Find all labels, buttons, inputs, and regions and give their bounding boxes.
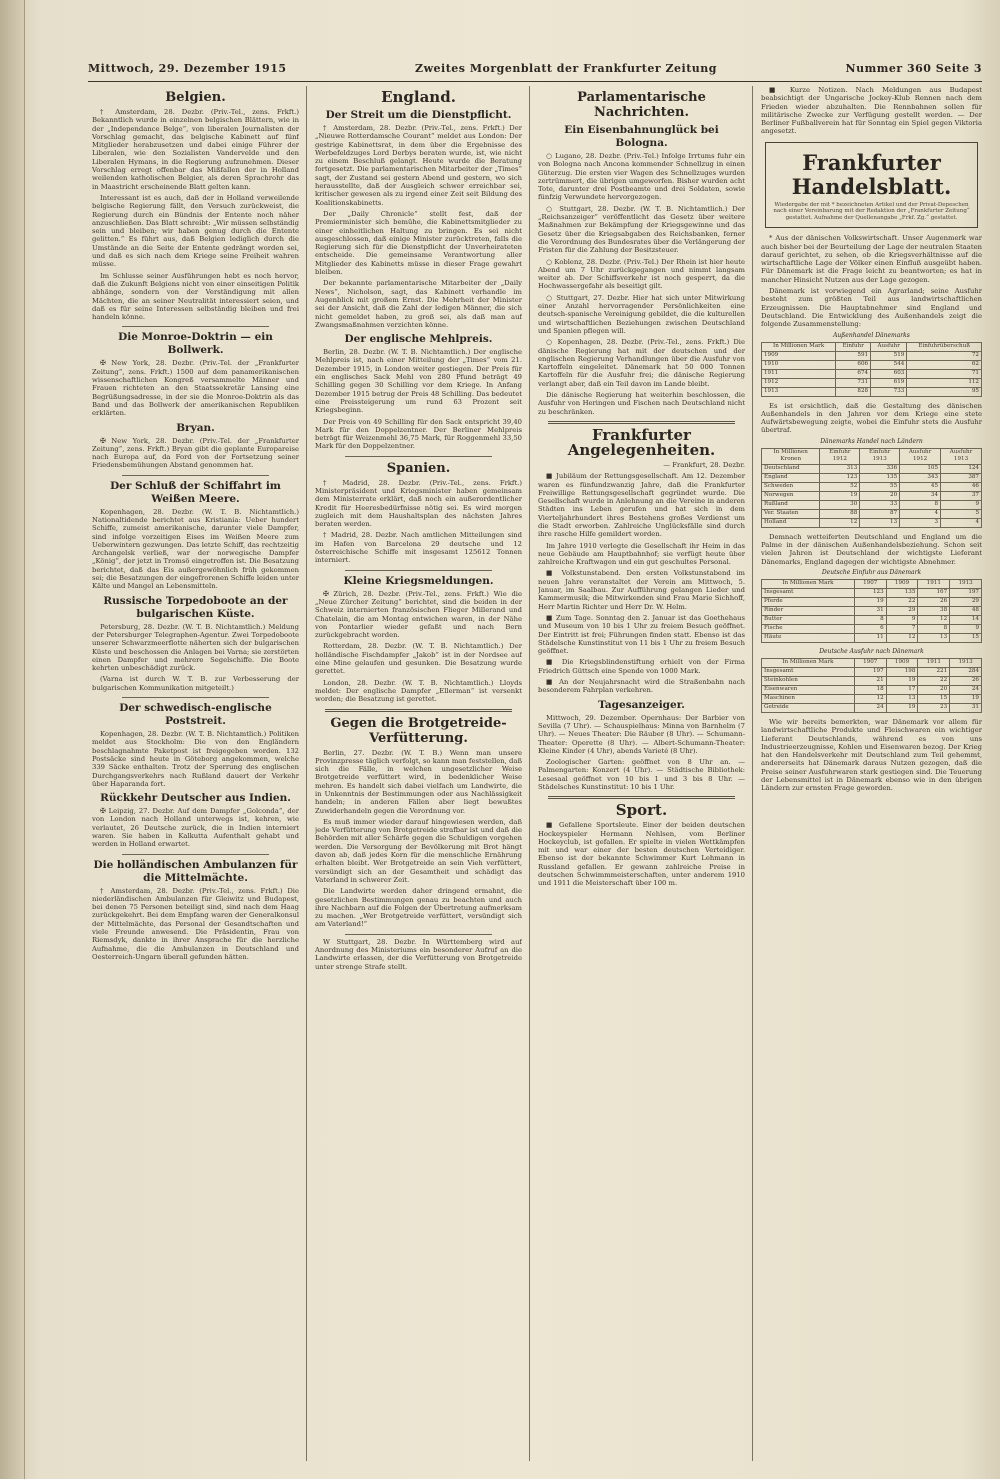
article-paragraph: † Madrid, 28. Dezbr. Nach amtlichen Mitteilungen sind im Hafen von Barcelona 29 deutsche und 12 österreichische Schiffe mit insgesamt 125612 Tonnen interniert. (315, 531, 522, 565)
table-header-cell: In Millionen Mark (762, 579, 855, 588)
table-cell: Häute (762, 633, 855, 642)
table-cell: 733 (871, 387, 907, 396)
table-caption: Deutsche Ausfuhr nach Dänemark (819, 647, 924, 655)
table-cell: 88 (820, 509, 860, 518)
table-cell: Pferde (762, 597, 855, 606)
table-cell: 26 (950, 676, 982, 685)
table-cell: Fische (762, 624, 855, 633)
dateline: — Frankfurt, 28. Dezbr. (663, 460, 745, 469)
table-cell: 123 (820, 473, 860, 482)
table-cell: 24 (854, 703, 886, 712)
table-cell: Rußland (762, 500, 820, 509)
column-2 (315, 86, 522, 1461)
article-heading: Die holländischen Ambulanzen für die Mittelmächte. (93, 858, 298, 884)
table-cell: 33 (860, 500, 900, 509)
table-cell: 674 (836, 369, 871, 378)
table-row (762, 491, 982, 500)
table-cell: Steinkohlen (762, 676, 855, 685)
table-cell: 1913 (762, 387, 836, 396)
table-cell: 123 (854, 588, 886, 597)
table-cell: 15 (918, 694, 950, 703)
handelsblatt-masthead (765, 142, 978, 229)
table-header-cell: 1911 (918, 579, 950, 588)
table-cell: 135 (860, 473, 900, 482)
table-cell: 105 (900, 464, 941, 473)
table-cell: 6 (854, 624, 886, 633)
table-cell: 1910 (762, 360, 836, 369)
column-4 (761, 86, 982, 1461)
table-cell: 731 (836, 378, 871, 387)
table-header-cell: 1913 (950, 579, 982, 588)
table-cell: 31 (854, 606, 886, 615)
table-cell: 13 (918, 633, 950, 642)
article-title: Belgien. (165, 90, 226, 105)
article-paragraph: † Madrid, 28. Dezbr. (Priv.-Tel., zens. Frkft.) Ministerpräsident und Kriegsminister haben gemeinsam dem Ministerrate erklärt, daß noch ein außerordentlicher Kredit für Heeresbedürfnisse nötig sei. Es wird morgen zugleich mit dem Haushaltsplan des nächsten Jahres beraten werden. (315, 478, 522, 529)
table-cell: 387 (941, 473, 982, 482)
table-cell: 336 (860, 464, 900, 473)
table-row (762, 378, 982, 387)
table-cell: 34 (900, 491, 941, 500)
column-rule (529, 86, 530, 1461)
article-paragraph: † Amsterdam, 28. Dezbr. (Priv.-Tel., zens. Frkft.) Der „Nieuwe Rotterdamsche Courant“ meldet aus London: Der gestrige Kabinettsrat, in dem über die Ergebnisse des Werbefeldzuges Lord Derbys beraten wurde, ist, wie nicht zu einem Beschluß gelangt. Heute wurde die Beratung fortgesetzt. Die parlamentarischen Mitarbeiter der „Times“ sagt, der Zustand sei gestern Abend und gestern, wo sich herausstellte, daß der Ausgleich schwer erreichbar sei, kritischer gewesen als zu irgend einer Zeit seit Bildung des Koalitionskabinetts. (315, 124, 522, 207)
article-paragraph: ○ Stuttgart, 27. Dezbr. Hier hat sich unter Mitwirkung einer Anzahl hervorragender Persönlichkeiten eine deutsch-spanische Vereinigung gebildet, die die kulturellen und wirtschaftlichen Beziehungen zwischen Deutschland und Spanien pflegen will. (538, 293, 745, 335)
table-cell: 24 (950, 685, 982, 694)
header-number: Nummer 360 Seite 3 (845, 61, 982, 75)
table-cell: 8 (900, 500, 941, 509)
table-cell: 71 (907, 369, 982, 378)
table-cell: 20 (860, 491, 900, 500)
divider (325, 709, 512, 712)
article-heading: Der schwedisch-englische Poststreit. (119, 702, 272, 728)
table-cell: Insgesamt (762, 588, 855, 597)
table-row (762, 676, 982, 685)
table-header-cell: 1907 (854, 579, 886, 588)
table-cell: 62 (907, 360, 982, 369)
article-paragraph: ✠ Leipzig, 27. Dezbr. Auf dem Dampfer „Golconda“, der von London nach Holland unterwegs ist, kehren, wie verlautet, 26 Deutsche zurück, die in Indien interniert waren. Sie haben in Kalkutta Aufenthalt gehabt und werden in Holland erwartet. (92, 807, 299, 849)
article-paragraph: ■ Volkstunstabend. Den ersten Volkstunstabend im neuen Jahre veranstaltet der Verein am Mittwoch, 5. Januar, im Saalbau. Zur Aufführung gelangen Lieder und Kammermusik; die Mitwirkenden sind Frau Marie Sichhoff, Herr Martin Richter und Herr Dr. W. Helm. (538, 569, 745, 611)
table-cell: 22 (886, 597, 918, 606)
article-paragraph: Kopenhagen, 28. Dezbr. (W. T. B. Nichtamtlich.) Politiken meldet aus Stockholm: Die von den Engländern beschlagnahmte Paketpost ist freigegeben worden. 132 Postsäcke sind heute in Göteborg angekommen, welche 339 Säcke enthalten. Trotz der Sperrung des englischen Durchgangsverkehrs nach Rußland dauert der Verkehr über Haparanda fort. (92, 730, 299, 788)
table-cell: 167 (918, 588, 950, 597)
divider (122, 697, 269, 698)
table-header-row (762, 579, 982, 588)
article-paragraph: Dänemark ist vorwiegend ein Agrarland; seine Ausfuhr besteht zum größten Teil aus landwirtschaftlichen Erzeugnissen. Die Hauptabnehmer sind England und Deutschland. Die Entwicklung des Außenhandels zeigt die folgende Zusammenstellung: (761, 287, 982, 329)
article-paragraph: Interessant ist es auch, daß der in Holland verweilende belgische Regierung fällt, den Versuch zurückweist, die Regierung durch ein Bündnis der Entente noch näher anzuschließen. Das Blatt schreibt: „Wir müssen selbständig sein und bleiben; wir haben genug durch die Entente gelitten.“ Es führt aus, daß Belgien lediglich durch die Umstände an die Seite der Entente gedrängt worden sei, und daß es sich nach dem Kriege seine Freiheit wahren müsse. (92, 193, 299, 269)
table-header-cell: Ausfuhr 1912 (900, 448, 941, 464)
table-cell: 135 (886, 588, 918, 597)
table-cell: 284 (950, 667, 982, 676)
table-cell: 22 (918, 676, 950, 685)
article-heading: Bryan. (176, 421, 215, 434)
table-header-cell: 1907 (854, 658, 886, 667)
article-heading: Der Streit um die Dienstpflicht. (325, 109, 512, 121)
article-heading: Russische Torpedoboote an der bulgarischen Küste. (103, 594, 288, 620)
article-paragraph: ○ Kopenhagen, 28. Dezbr. (Priv.-Tel., zens. Frkft.) Die dänische Regierung hat mit der deutschen und der englischen Regierung Verhandlungen über die Ausfuhr von Kartoffeln eingeleitet. Dänemark hat 50 000 Tonnen Kartoffeln für die Ausfuhr frei; die dänische Regierung verlangt aber, daß ein Teil davon im Lande bleibt. (538, 338, 745, 388)
table-cell: 19 (950, 694, 982, 703)
table-header-cell: 1913 (950, 658, 982, 667)
divider (122, 326, 269, 327)
table-cell: 197 (854, 667, 886, 676)
article-paragraph: ○ Koblenz, 28. Dezbr. (Priv.-Tel.) Der Rhein ist hier heute Abend um 7 Uhr zurückgegangen und nimmt langsam weiter ab. Der Schiffsverkehr ist noch gesperrt, da die Hochwassergefahr als beseitigt gilt. (538, 257, 745, 291)
divider (548, 421, 735, 424)
table-cell: 29 (950, 597, 982, 606)
table-cell: 7 (886, 624, 918, 633)
article-paragraph: ✠ Zürich, 28. Dezbr. (Priv.-Tel., zens. Frkft.) Wie die „Neue Zürcher Zeitung“ berichtet, sind die beiden in der Schweiz internierten französischen Flieger Millerand und Chatelain, die am Montag entwichen waren, in der Nähe von Pontarlier wieder gefaßt und nach Bern zurückgebracht worden. (315, 589, 522, 640)
table-row (762, 606, 982, 615)
column-rule (752, 86, 753, 1461)
table-cell: 20 (918, 685, 950, 694)
divider (345, 570, 492, 571)
table-row (762, 588, 982, 597)
table-cell: 45 (900, 482, 941, 491)
table-cell: 12 (854, 694, 886, 703)
table-cell: 112 (907, 378, 982, 387)
article-paragraph: Petersburg, 28. Dezbr. (W. T. B. Nichtamtlich.) Meldung der Petersburger Telegraphen-Agentur. Zwei Torpedoboote unserer Schwarzmeerflotte näherten sich der bulgarischen Küste und beschossen die Anlagen bei Varna; sie zerstörten einen Dampfer und mehrere Segelschiffe. Die Boote kehrten unbeschädigt zurück. (92, 622, 299, 673)
table-cell: 95 (907, 387, 982, 396)
table-cell: 9 (886, 615, 918, 624)
table-cell: 12 (886, 633, 918, 642)
table-header-cell: Ausfuhr 1913 (941, 448, 982, 464)
article-title: Frankfurter Angelegenheiten. (567, 425, 716, 459)
table-cell: 12 (918, 615, 950, 624)
article-paragraph: Es muß immer wieder darauf hingewiesen werden, daß jede Verfütterung von Brotgetreide strafbar ist und daß die Behörden mit aller Schärfe gegen die Schuldigen vorgehen werden. Die Versorgung der Bevölkerung mit Brot hängt davon ab, daß jedes Korn für die menschliche Ernährung erhalten bleibt. Wer Brotgetreide an sein Vieh verfüttert, versündigt sich an der Gesamtheit und schädigt das Vaterland in schwerer Zeit. (315, 817, 522, 884)
article-paragraph: Der Preis von 49 Schilling für den Sack entspricht 39,40 Mark für den Doppelzentner. Der Berliner Mehlpreis beträgt für Weizenmehl 36,75 Mark, für Roggenmehl 33,50 Mark für den Doppelzentner. (315, 417, 522, 451)
article-title: England. (381, 88, 456, 106)
table-cell: 606 (836, 360, 871, 369)
table-cell: 591 (836, 351, 871, 360)
article-paragraph: ○ Lugano, 28. Dezbr. (Priv.-Tel.) Infolge Irrtums fuhr ein von Bologna nach Ancona kommender Schnellzug in einen Güterzug. Die ersten vier Wagen des Schnellzuges wurden zertrümmert, die übrigen umgeworfen. Bisher wurden acht Tote, darunter drei Postbeamte und drei Soldaten, sowie fünfzig Verwundete hervorgezogen. (538, 152, 745, 202)
data-table (761, 579, 982, 643)
article-paragraph: Demnach wetteiferten Deutschland und England um die Palme in der dänischen Außenhandelsbeziehung. Schon seit vielen Jahren ist Deutschland der wichtigste Lieferant Dänemarks, England dagegen der wichtigste Abnehmer. (761, 532, 982, 566)
article-paragraph: Es ist ersichtlich, daß die Gestaltung des dänischen Außenhandels in den Jahren vor dem Kriege eine stete Aufwärtsbewegung zeigte, wobei die Einfuhr stets die Ausfuhr übertraf. (761, 401, 982, 435)
table-cell: 828 (836, 387, 871, 396)
table-row (762, 509, 982, 518)
table-cell: Ver. Staaten (762, 509, 820, 518)
table-row (762, 482, 982, 491)
article-paragraph: ■ Zum Tage. Sonntag den 2. Januar ist das Goethehaus und Museum von 10 bis 1 Uhr zu freiem Besuch geöffnet. Der Eintritt ist frei; Führungen finden statt. Ebenso ist das Städelsche Kunstinstitut von 11 bis 1 Uhr zu freiem Besuch geöffnet. (538, 613, 745, 656)
article-paragraph: (Varna ist durch W. T. B. zur Verbesserung der bulgarischen Kommunikation mitgeteilt.) (92, 675, 299, 692)
article-title: Gegen die Brotgetreide-Verfütterung. (330, 715, 507, 746)
table-cell: 14 (950, 615, 982, 624)
article-paragraph: Zoologischer Garten: geöffnet von 8 Uhr an. — Palmengarten: Konzert (4 Uhr). — Städtische Bibliothek: Lesesaal geöffnet von 10 bis 1 und 3 bis 8 Uhr. — Städelsches Kunstinstitut: 10 bis 1 Uhr. (538, 758, 745, 791)
data-table (761, 448, 982, 528)
table-cell: 46 (941, 482, 982, 491)
table-cell: Rinder (762, 606, 855, 615)
table-header-cell: 1909 (886, 579, 918, 588)
article-paragraph: † Amsterdam, 28. Dezbr. (Priv.-Tel., zens. Frkft.) Bekanntlich wurde in einzelnen belgischen Blättern, wie in der „Independance Belge“, von liberalen Journalisten der Vorschlag gemacht, das belgische Kabinett auf fünf Mitglieder herabzusetzen und dabei einige Führer der Liberalen, wie den Sozialisten Vandervelde und den Liberalen Hymans, in die Regierung aufzunehmen. Dieser Vorschlag erregt offenbar das Mißfallen der in Holland weilenden katholischen Belgier, als deren Sprachrohr das in Maastricht erscheinende Blatt gelten kann. (92, 108, 299, 191)
article-paragraph: Wie wir bereits bemerkten, war Dänemark vor allem für landwirtschaftliche Produkte und Fleischwaren ein wichtiger Lieferant Deutschlands, während es von uns Industrieerzeugnisse, Kohlen und Eisenwaren bezog. Der Krieg hat den Handelsverkehr mit Deutschland zum Teil gehemmt, andererseits hat Dänemark daraus Nutzen gezogen, daß die Preise seiner Ausfuhrwaren stark gestiegen sind. Die Teuerung der Lebensmittel ist in Dänemark ebenso wie in den übrigen Ländern zur ernsten Frage geworden. (761, 717, 982, 793)
article-paragraph: ○ Stuttgart, 28. Dezbr. (W. T. B. Nichtamtlich.) Der „Reichsanzeiger“ veröffentlicht das Gesetz über weitere Maßnahmen zur Bekämpfung der Kriegsgewinne und das Gesetz über die Kriegsabgaben des Reichsbanken, ferner die Verordnung des Bundesrates über die Verlängerung der Fristen für die Zahlung der Besitzsteuer. (538, 204, 745, 255)
table-header-row (762, 658, 982, 667)
table-cell: 4 (900, 509, 941, 518)
article-title: Parlamentarische Nachrichten. (577, 90, 706, 120)
table-header-row (762, 448, 982, 464)
article-paragraph: Kopenhagen, 28. Dezbr. (W. T. B. Nichtamtlich.) Nationaltidende berichtet aus Kristiania: Ueber hundert Schiffe, zumeist amerikanische, darunter viele Dampfer, sind infolge vorzeitigen Eises im Weißen Meere zum Ueberwintern gezwungen. Das letzte Schiff, das rechtzeitig Archangelsk verließ, war der norwegische Dampfer „König“, der jetzt in Tromsö eingetroffen ist. Die Besatzung berichtet, daß das Eis außergewöhnlich früh gekommen sei; die Besatzungen der eingefrorenen Schiffe leiden unter Kälte und Mangel an Lebensmitteln. (92, 507, 299, 591)
table-cell: Butter (762, 615, 855, 624)
table-cell: 19 (886, 676, 918, 685)
table-cell: 72 (907, 351, 982, 360)
table-cell: 17 (886, 685, 918, 694)
table-cell: 19 (886, 703, 918, 712)
article-paragraph: Rotterdam, 28. Dezbr. (W. T. B. Nichtamtlich.) Der holländische Fischdampfer „Jakob“ ist in der Nordsee auf eine Mine gelaufen und gesunken. Die Besatzung wurde gerettet. (315, 642, 522, 676)
table-row (762, 597, 982, 606)
article-paragraph: ■ Kurze Notizen. Nach Meldungen aus Budapest beabsichtigt der Ungarische Jockey-Klub Rennen nach dem Frieden wieder abzuhalten. Die Rennbahnen sollen für militärische Zwecke zur Verfügung gestellt werden. — Der Berliner Fußballverein hat für Sonntag ein Spiel gegen Viktoria angesetzt. (761, 86, 982, 136)
article-heading: Tagesanzeiger. (598, 698, 685, 711)
table-header-cell: 1911 (918, 658, 950, 667)
table-header-cell: Einfuhrüberschuß (907, 342, 982, 351)
table-cell: 13 (860, 518, 900, 527)
table-cell: 26 (918, 597, 950, 606)
table-cell: 8 (854, 615, 886, 624)
article-paragraph: Berlin, 28. Dezbr. (W. T. B. Nichtamtlich.) Der englische Mehlpreis ist, nach einer Mitteilung der „Times“ vom 21. Dezember 1915, in London weiter gestiegen. Der Preis für ein englisches Sack Mehl von 280 Pfund beträgt 49 Schilling gegen 30 Schilling vor dem Kriege. In Anfang Dezember 1915 betrug der Preis 48 Schilling. Das bedeutet eine Preissteigerung um rund 63 Prozent seit Kriegsbeginn. (315, 348, 522, 415)
table-row (762, 351, 982, 360)
table-cell: 9 (950, 624, 982, 633)
table-caption: Deutsche Einfuhr aus Dänemark (821, 568, 922, 576)
article-paragraph: Mittwoch, 29. Dezember. Opernhaus: Der Barbier von Sevilla (7 Uhr). — Schauspielhaus: Minna von Barnhelm (7 Uhr). — Neues Theater: Die Räuber (8 Uhr). — Schumann-Theater: Operette (8 Uhr). — Albert-Schumann-Theater: Kleine Kinder (4 Uhr), abends Varieté (8 Uhr). (538, 713, 745, 755)
divider (345, 456, 492, 457)
header-edition: Zweites Morgenblatt der Frankfurter Zeitung (415, 61, 717, 75)
table-cell: Eisenwaren (762, 685, 855, 694)
table-row (762, 624, 982, 633)
table-header-cell: In Millionen Mark (762, 658, 855, 667)
table-header-cell: 1909 (886, 658, 918, 667)
table-cell: 23 (918, 703, 950, 712)
table-header-cell: Einfuhr 1912 (820, 448, 860, 464)
table-caption: Außenhandel Dänemarks (833, 331, 910, 339)
article-paragraph: Im Jahre 1910 verlegte die Gesellschaft ihr Heim in das neue Gebäude am Hauptbahnhof; sie verfügt heute über zahlreiche Kraftwagen und ein gut geschultes Personal. (538, 541, 745, 567)
article-paragraph: ■ Jubiläum der Rettungsgesellschaft. Am 12. Dezember waren es fünfundzwanzig Jahre, daß die Frankfurter Freiwillige Rettungsgesellschaft gegründet wurde. Die Gesellschaft wurde in Anlehnung an die Vereine in anderen Städten ins Leben gerufen und hat sich in dem Vierteljahrhundert ihres Bestehens großes Verdienst um die Stadt erworben. Zahlreiche Unglücksfälle sind durch ihre rasche Hilfe gemildert worden. (538, 472, 745, 539)
table-cell: Maschinen (762, 694, 855, 703)
article-paragraph: London, 28. Dezbr. (W. T. B. Nichtamtlich.) Lloyds meldet: Der englische Dampfer „Ellerman“ ist versenkt worden; die Besatzung ist gerettet. (315, 678, 522, 704)
header-date: Mittwoch, 29. Dezember 1915 (88, 61, 287, 75)
article-paragraph: ✠ New York, 28. Dezbr. (Priv.-Tel. der „Frankfurter Zeitung“, zens. Frkft.) Bryan gibt die geplante Europareise nach Europa auf, da Ford von der Fortsetzung seiner Friedensbemühungen Abstand genommen hat. (92, 436, 299, 470)
table-row (762, 518, 982, 527)
divider (345, 934, 492, 935)
divider (122, 475, 269, 476)
table-row (762, 500, 982, 509)
table-cell: Schweden (762, 482, 820, 491)
table-header-cell: In Millionen Mark (762, 342, 836, 351)
table-cell: 52 (820, 482, 860, 491)
table-cell: 4 (941, 518, 982, 527)
article-heading: Ein Eisenbahnunglück bei Bologna. (564, 124, 719, 149)
article-paragraph: Die dänische Regierung hat weiterhin beschlossen, die Ausfuhr von Heringen und Fischen nach Deutschland nicht zu beschränken. (538, 391, 745, 416)
table-cell: 21 (854, 676, 886, 685)
article-heading: Rückkehr Deutscher aus Indien. (100, 792, 291, 805)
table-cell: 48 (950, 606, 982, 615)
page-binding (0, 0, 25, 1479)
article-heading: Der englische Mehlpreis. (344, 333, 493, 346)
table-cell: 124 (941, 464, 982, 473)
table-cell: 1909 (762, 351, 836, 360)
article-paragraph: Die Landwirte werden daher dringend ermahnt, die gesetzlichen Bestimmungen genau zu beachten und auch ihre Nachbarn auf die Folgen der Übertretung aufmerksam zu machen. „Wer Brotgetreide verfüttert, versündigt sich am Vaterland!“ (315, 887, 522, 929)
table-row (762, 667, 982, 676)
table-cell: 38 (918, 606, 950, 615)
table-cell: 13 (886, 694, 918, 703)
table-cell: 30 (820, 500, 860, 509)
data-table (761, 342, 982, 397)
article-paragraph: ■ An der Neujahrsnacht wird die Straßenbahn nach besonderem Fahrplan verkehren. (538, 678, 745, 695)
table-cell: 5 (941, 509, 982, 518)
table-cell: 198 (886, 667, 918, 676)
article-heading: Kleine Kriegsmeldungen. (343, 574, 494, 587)
table-row (762, 694, 982, 703)
table-cell: 3 (900, 518, 941, 527)
table-header-cell: Einfuhr (836, 342, 871, 351)
column-3 (538, 86, 745, 1461)
table-cell: 19 (820, 491, 860, 500)
column-rule (306, 86, 307, 1461)
article-paragraph: ■ Gefallene Sportsleute. Einer der beiden deutschen Hockeyspieler Hermann Nehlsen, vom Berliner Hockeyclub, ist gefallen. Er spielte in vielen Wettkämpfen mit und war einer der besten deutschen Verteidiger. Ebenso ist der bekannte Schwimmer Kurt Lehmann in Russland gefallen. Er gewann zahlreiche Preise in deutschen Schwimmmeisterschaften, unter anderem 1910 und 1911 die Meisterschaft über 100 m. (538, 821, 745, 888)
table-cell: Norwegen (762, 491, 820, 500)
table-cell: 544 (871, 360, 907, 369)
table-cell: 197 (950, 588, 982, 597)
table-cell: 8 (918, 624, 950, 633)
table-cell: 1911 (762, 369, 836, 378)
table-cell: 19 (854, 597, 886, 606)
table-row (762, 685, 982, 694)
article-paragraph: † Amsterdam, 28. Dezbr. (Priv.-Tel., zens. Frkft.) Die niederländischen Ambulanzen für Gleiwitz und Budapest, bei denen 75 Personen beteiligt sind, sind nach dem Haag zurückgekehrt. Bei dem Empfang waren der Generalkonsul der Mittelmächte, das Personal der Gesandtschaften und viele Freunde anwesend. Die Präsidentin, Frau von Riemsdyk, dankte in ihrer Ansprache für die herzliche Aufnahme, die die Ambulanzen in Deutschland und Oesterreich-Ungarn überall gefunden hätten. (92, 886, 299, 961)
table-cell: 11 (854, 633, 886, 642)
table-cell: 37 (941, 491, 982, 500)
table-header-cell: Einfuhr 1913 (860, 448, 900, 464)
table-cell: 1912 (762, 378, 836, 387)
table-row (762, 369, 982, 378)
table-header-row (762, 342, 982, 351)
article-title: Spanien. (386, 460, 451, 476)
table-row (762, 473, 982, 482)
table-cell: 55 (860, 482, 900, 491)
table-row (762, 464, 982, 473)
table-row (762, 633, 982, 642)
columns (88, 86, 982, 1461)
table-row (762, 615, 982, 624)
masthead-subtitle: Wiedergabe der mit * bezeichneten Artikel und der Privat-Depeschen nach einer Vereinbarung mit der Redaktion der „Frankfurter Zeitung“ gestattet. Aufnahme der Quellenangabe „Frkf. Zg.“ gestattet. (773, 201, 970, 221)
table-cell: 603 (871, 369, 907, 378)
article-paragraph: W Stuttgart, 28. Dezbr. In Württemberg wird auf Anordnung des Ministeriums ein besonderer Aufruf an die Landwirte erlassen, der die Verfütterung von Brotgetreide unter strenge Strafe stellt. (315, 937, 522, 971)
table-header-cell: Ausfuhr (871, 342, 907, 351)
table-cell: 221 (918, 667, 950, 676)
table-row (762, 387, 982, 396)
table-cell: 18 (854, 685, 886, 694)
divider (122, 854, 269, 855)
article-title: Sport. (615, 801, 668, 820)
table-cell: 15 (950, 633, 982, 642)
table-cell: Deutschland (762, 464, 820, 473)
table-cell: Getreide (762, 703, 855, 712)
table-cell: Insgesamt (762, 667, 855, 676)
article-paragraph: Der „Daily Chronicle“ stellt fest, daß der Premierminister sich bemühe, die Kabinettsmitglieder zu einer einheitlichen Haltung zu bringen. Es sei nicht ausgeschlossen, daß einige Minister zurücktreten, falls die Regierung sich für die Dienstpflicht der Unverheirateten entscheide. Die gemeinsame Verantwortung aller Mitglieder des Kabinetts müsse in dieser Frage gewahrt bleiben. (315, 209, 522, 277)
table-caption: Dänemarks Handel nach Ländern (820, 437, 923, 445)
table-cell: 31 (950, 703, 982, 712)
article-heading: Die Monroe-Doktrin — ein Bollwerk. (118, 331, 273, 357)
table-cell: 29 (886, 606, 918, 615)
page-header (88, 58, 982, 82)
article-paragraph: ■ Die Kriegsblindenstiftung erhielt von der Firma Friedrich Güttsch eine Spende von 1000 Mark. (538, 658, 745, 675)
column-1 (92, 86, 299, 1461)
data-table (761, 658, 982, 713)
table-cell: 343 (900, 473, 941, 482)
table-row (762, 703, 982, 712)
table-cell: 12 (820, 518, 860, 527)
article-paragraph: Berlin, 27. Dezbr. (W. T. B.) Wenn man unsere Provinzpresse täglich verfolgt, so kann man feststellen, daß sich die Fälle, in welchen ungesetzlicher Weise Brotgetreide verfüttert wird, in bedenklicher Weise mehren. Es handelt sich dabei vielfach um Landwirte, die in Unkenntnis der Bestimmungen oder aus Nachlässigkeit handeln; in anderen Fällen aber liegt bewußtes Zuwiderhandeln gegen die Verordnung vor. (315, 748, 522, 815)
article-heading: Der Schluß der Schiffahrt im Weißen Meere. (110, 479, 281, 505)
divider (548, 796, 735, 799)
table-cell: 519 (871, 351, 907, 360)
table-cell: Holland (762, 518, 820, 527)
article-paragraph: Im Schlusse seiner Ausführungen hebt es noch hervor, daß die Zukunft Belgiens nicht von einer einseitigen Politik abhänge, sondern von der Verständigung mit allen Mächten, die an seiner Neutralität interessiert seien, und daß es für seine Interessen selbständig bleiben und frei handeln könne. (92, 271, 299, 322)
table-cell: 87 (860, 509, 900, 518)
table-cell: 9 (941, 500, 982, 509)
article-paragraph: Der bekannte parlamentarische Mitarbeiter der „Daily News“, Nicholson, sagt, das Kabinett verhandle im Augenblick mit großem Ernst. Die Mehrheit der Minister sei der Ansicht, daß die Zahl der ledigen Männer, die sich nicht gemeldet haben, zu groß sei, als daß man auf Zwangsmaßnahmen verzichten könne. (315, 279, 522, 329)
masthead-title: Frankfurter Handelsblatt. (791, 149, 952, 199)
article-paragraph: ✠ New York, 28. Dezbr. (Priv.-Tel. der „Frankfurter Zeitung“, zens. Frkft.) 1500 auf dem panamerikanischen wissenschaftlichen Kongreß versammelte Männer und Frauen richteten an den Staatssekretär Lansing eine Begrüßungsadresse, in der sie die Monroe-Doktrin als das Band und das Bollwerk der amerikanischen Republiken erklärten. (92, 359, 299, 418)
table-cell: England (762, 473, 820, 482)
table-row (762, 360, 982, 369)
table-cell: 313 (820, 464, 860, 473)
table-header-cell: In Millionen Kronen (762, 448, 820, 464)
article-paragraph: * Aus der dänischen Volkswirtschaft. Unser Augenmerk war auch bisher bei der Beurteilung der Lage der neutralen Staaten darauf gerichtet, zu sehen, ob die Kriegsverhältnisse auf die wirtschaftliche Lage der Völker einen Einfluß ausgeübt haben. Für Dänemark ist die Frage leicht zu beantworten; es hat in mancher Hinsicht Nutzen aus der Lage gezogen. (761, 234, 982, 284)
table-cell: 619 (871, 378, 907, 387)
